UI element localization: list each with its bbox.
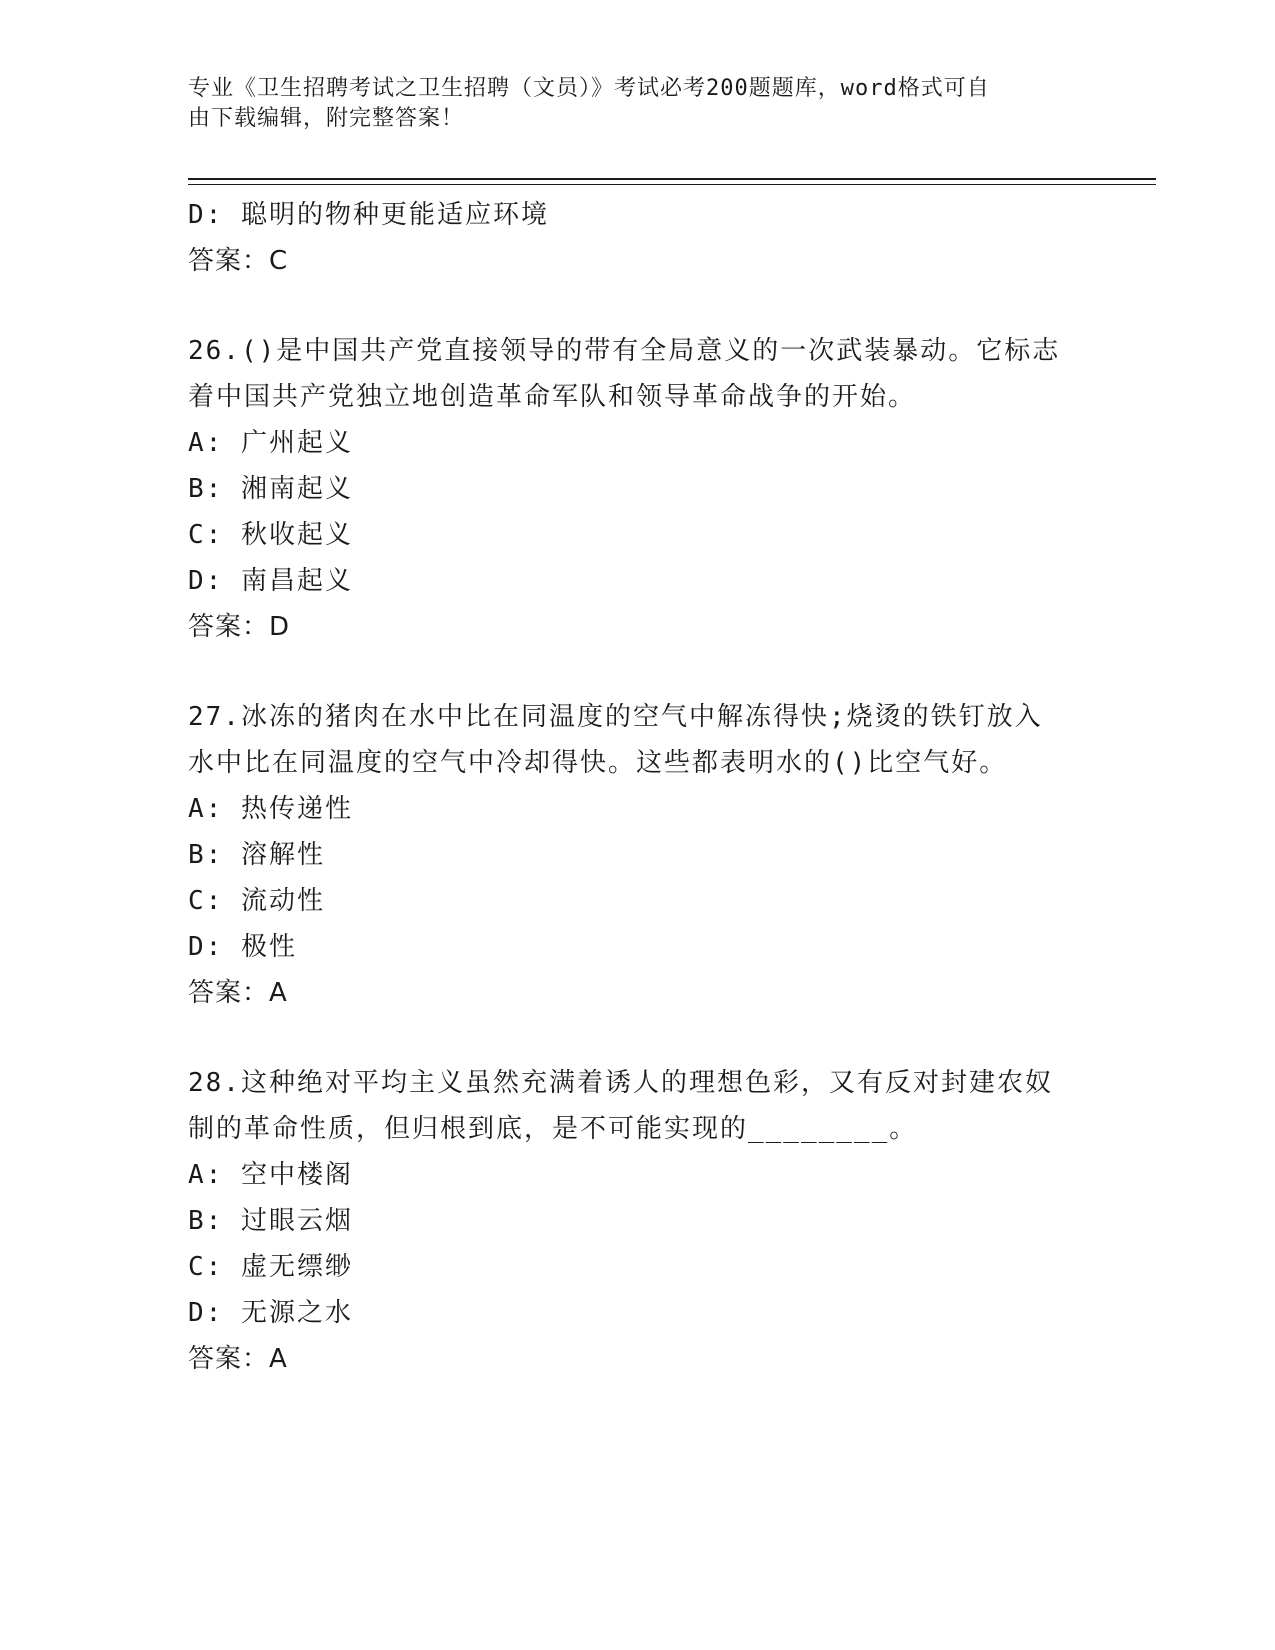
question-stem-line: 着中国共产党独立地创造革命军队和领导革命战争的开始。 — [188, 382, 917, 412]
option-b: B: 溶解性 — [188, 840, 325, 870]
option-a: A: 热传递性 — [188, 794, 353, 824]
answer-line: 答案：C — [188, 246, 289, 276]
option-a: A: 空中楼阁 — [188, 1160, 353, 1190]
option-b: B: 过眼云烟 — [188, 1206, 353, 1236]
question-27 — [188, 694, 1088, 1016]
header-line-1: 专业《卫生招聘考试之卫生招聘（文员）》考试必考200题题库，word格式可自 — [188, 76, 990, 101]
header-line-2: 由下载编辑，附完整答案！ — [188, 106, 465, 131]
answer-line: 答案：A — [188, 1344, 288, 1374]
option-d: D: 聪明的物种更能适应环境 — [188, 200, 549, 230]
answer-line: 答案：A — [188, 978, 288, 1008]
question-stem-line: 27.冰冻的猪肉在水中比在同温度的空气中解冻得快;烧烫的铁钉放入 — [188, 702, 1043, 732]
option-d: D: 南昌起义 — [188, 566, 353, 596]
question-stem-line: 28.这种绝对平均主义虽然充满着诱人的理想色彩，又有反对封建农奴 — [188, 1068, 1053, 1098]
question-26 — [188, 328, 1088, 650]
answer-line: 答案：D — [188, 612, 291, 642]
option-c: C: 流动性 — [188, 886, 325, 916]
spacer — [188, 650, 1088, 694]
option-b: B: 湘南起义 — [188, 474, 353, 504]
spacer — [188, 1016, 1088, 1060]
document-header — [188, 74, 1068, 134]
question-stem-line: 水中比在同温度的空气中冷却得快。这些都表明水的()比空气好。 — [188, 748, 1008, 778]
question-stem-line: 制的革命性质，但归根到底，是不可能实现的________。 — [188, 1114, 918, 1144]
spacer — [188, 284, 1088, 328]
header-divider-thick — [188, 178, 1156, 180]
question-28 — [188, 1060, 1088, 1382]
option-d: D: 无源之水 — [188, 1298, 353, 1328]
previous-question-tail — [188, 192, 1088, 284]
question-stem-line: 26.()是中国共产党直接领导的带有全局意义的一次武装暴动。它标志 — [188, 336, 1061, 366]
option-d: D: 极性 — [188, 932, 297, 962]
option-c: C: 秋收起义 — [188, 520, 353, 550]
header-divider-thin — [188, 184, 1156, 185]
option-a: A: 广州起义 — [188, 428, 353, 458]
option-c: C: 虚无缥缈 — [188, 1252, 353, 1282]
question-list — [188, 192, 1088, 1382]
